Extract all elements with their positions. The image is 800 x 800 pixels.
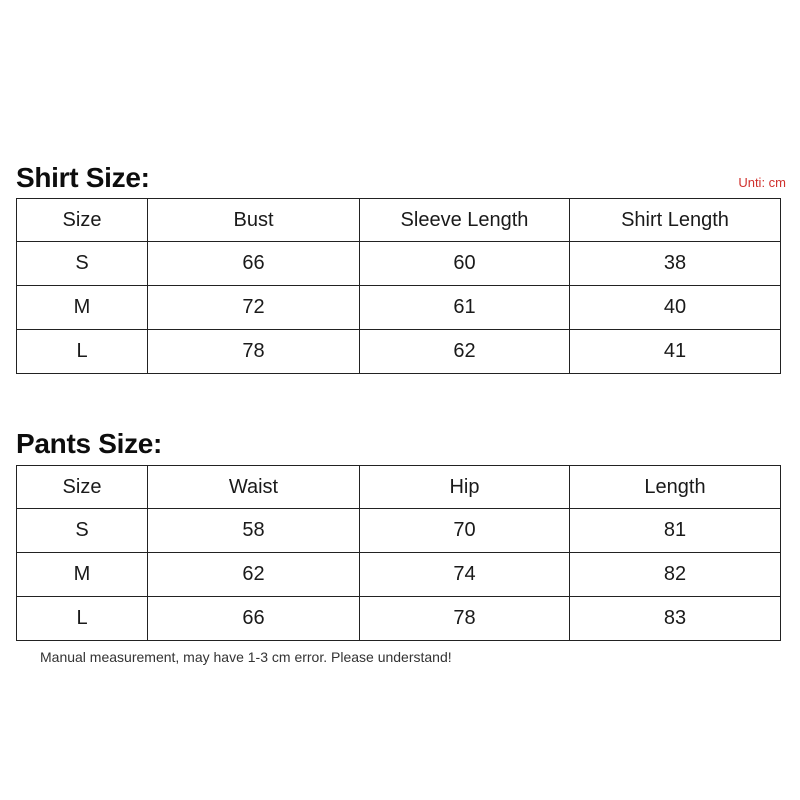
header-cell-waist: Waist	[148, 466, 360, 509]
hip-cell: 70	[360, 509, 570, 553]
length-cell: 82	[570, 553, 781, 597]
shirt-length-cell: 38	[570, 242, 781, 286]
measurement-disclaimer: Manual measurement, may have 1-3 cm error. Please understand!	[40, 649, 452, 665]
table-row	[17, 553, 781, 597]
sleeve-length-cell: 60	[360, 242, 570, 286]
header-cell-size: Size	[17, 466, 148, 509]
size-cell: L	[17, 330, 148, 374]
sleeve-length-cell: 61	[360, 286, 570, 330]
header-cell-length: Length	[570, 466, 781, 509]
length-cell: 83	[570, 597, 781, 641]
bust-cell: 72	[148, 286, 360, 330]
size-cell: S	[17, 242, 148, 286]
sleeve-length-cell: 62	[360, 330, 570, 374]
header-cell-shirt-length: Shirt Length	[570, 199, 781, 242]
pants-size-table	[16, 465, 781, 641]
header-cell-hip: Hip	[360, 466, 570, 509]
shirt-length-cell: 40	[570, 286, 781, 330]
hip-cell: 78	[360, 597, 570, 641]
table-row	[17, 286, 781, 330]
table-row	[17, 597, 781, 641]
table-header-row	[17, 199, 781, 242]
shirt-size-title: Shirt Size:	[16, 162, 150, 193]
length-cell: 81	[570, 509, 781, 553]
table-row	[17, 330, 781, 374]
bust-cell: 78	[148, 330, 360, 374]
hip-cell: 74	[360, 553, 570, 597]
header-cell-size: Size	[17, 199, 148, 242]
size-cell: M	[17, 286, 148, 330]
table-header-row	[17, 466, 781, 509]
size-cell: S	[17, 509, 148, 553]
size-cell: M	[17, 553, 148, 597]
header-cell-sleeve-length: Sleeve Length	[360, 199, 570, 242]
shirt-length-cell: 41	[570, 330, 781, 374]
table-row	[17, 242, 781, 286]
table-row	[17, 509, 781, 553]
waist-cell: 58	[148, 509, 360, 553]
waist-cell: 62	[148, 553, 360, 597]
waist-cell: 66	[148, 597, 360, 641]
bust-cell: 66	[148, 242, 360, 286]
header-cell-bust: Bust	[148, 199, 360, 242]
pants-size-title: Pants Size:	[16, 428, 163, 459]
size-cell: L	[17, 597, 148, 641]
unit-note: Unti: cm	[738, 175, 786, 190]
shirt-size-table	[16, 198, 781, 374]
